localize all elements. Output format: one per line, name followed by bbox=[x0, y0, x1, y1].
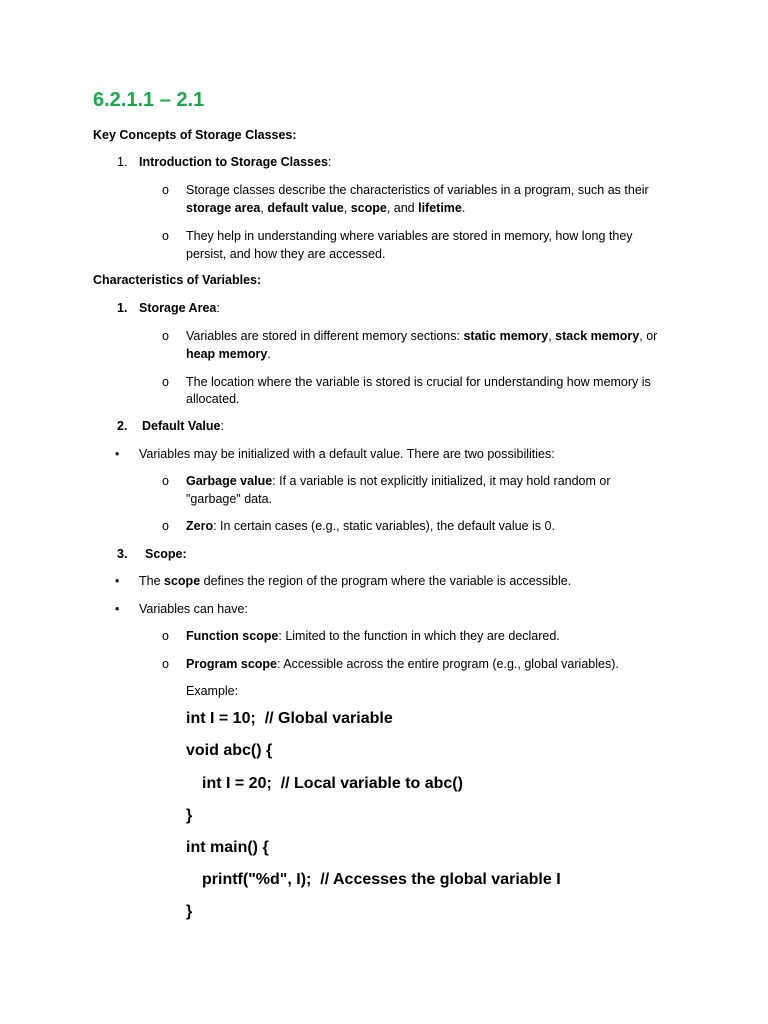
default-bullet1-marker: o bbox=[162, 474, 169, 488]
default-value-dot-marker: • bbox=[115, 447, 120, 461]
sep: . bbox=[267, 347, 271, 361]
intro-bullet1-line1: Storage classes describe the characteristics of variables in a program, such as their bbox=[186, 183, 649, 197]
default-bullet1-text: : If a variable is not explicitly initialized, it may hold random or bbox=[272, 474, 611, 488]
term-function-scope: Function scope bbox=[186, 629, 279, 643]
term-scope: scope bbox=[350, 201, 387, 215]
code-line-1: int I = 10; // Global variable bbox=[186, 710, 393, 727]
default-bullet2-text: : In certain cases (e.g., static variables), the default value is 0. bbox=[213, 519, 555, 533]
storage-bullet2-marker: o bbox=[162, 375, 169, 389]
scope-dot1-post: defines the region of the program where the variable is accessible. bbox=[200, 574, 572, 588]
term-garbage-value: Garbage value bbox=[186, 474, 273, 488]
code-line-5: int main() { bbox=[186, 839, 269, 856]
storage-bullet1-line2 bbox=[186, 345, 271, 363]
intro-number: 1. bbox=[117, 155, 128, 169]
storage-bullet1-line1 bbox=[186, 327, 657, 345]
scope-dot2-marker: • bbox=[115, 602, 120, 616]
scope-dot1-pre: The bbox=[139, 574, 165, 588]
term-stack-memory: stack memory bbox=[555, 329, 640, 343]
scope-bullet1-line bbox=[186, 627, 560, 645]
key-concepts-heading: Key Concepts of Storage Classes: bbox=[93, 128, 297, 142]
scope-dot1-marker: • bbox=[115, 574, 120, 588]
storage-area-number: 1. bbox=[117, 301, 128, 315]
default-value-dot-text: Variables may be initialized with a default value. There are two possibilities: bbox=[139, 447, 555, 461]
storage-area-title-line bbox=[139, 299, 220, 317]
default-value-colon: : bbox=[220, 419, 224, 433]
scope-bullet1-text: : Limited to the function in which they are declared. bbox=[278, 629, 560, 643]
default-value-title-line bbox=[142, 417, 224, 435]
default-bullet1-line2: "garbage" data. bbox=[186, 492, 273, 506]
intro-bullet2-line1: They help in understanding where variables are stored in memory, how long they bbox=[186, 229, 633, 243]
storage-bullet1-text: Variables are stored in different memory sections: bbox=[186, 329, 464, 343]
sep: , bbox=[343, 201, 351, 215]
intro-bullet1-line2 bbox=[186, 199, 465, 217]
intro-bullet1-marker: o bbox=[162, 183, 169, 197]
scope-bullet1-marker: o bbox=[162, 629, 169, 643]
intro-title-line bbox=[139, 153, 331, 171]
scope-title: Scope: bbox=[145, 547, 187, 561]
storage-bullet1-marker: o bbox=[162, 329, 169, 343]
example-label: Example: bbox=[186, 684, 239, 698]
code-line-6: printf("%d", I); // Accesses the global variable I bbox=[202, 871, 561, 888]
intro-bullet2-line2: persist, and how they are accessed. bbox=[186, 247, 386, 261]
default-bullet2-marker: o bbox=[162, 519, 169, 533]
term-lifetime: lifetime bbox=[418, 201, 462, 215]
sep: , or bbox=[639, 329, 658, 343]
characteristics-heading: Characteristics of Variables: bbox=[93, 273, 262, 287]
default-bullet2-line1 bbox=[186, 517, 555, 535]
default-value-title: Default Value bbox=[142, 419, 221, 433]
scope-bullet2-line bbox=[186, 655, 619, 673]
storage-bullet2-line2: allocated. bbox=[186, 392, 240, 406]
code-line-3: int I = 20; // Local variable to abc() bbox=[202, 775, 463, 792]
intro-bullet2-marker: o bbox=[162, 229, 169, 243]
term-heap-memory: heap memory bbox=[186, 347, 268, 361]
term-program-scope: Program scope bbox=[186, 657, 278, 671]
storage-area-colon: : bbox=[216, 301, 220, 315]
storage-bullet2-line1: The location where the variable is stored is crucial for understanding how memory is bbox=[186, 375, 651, 389]
intro-colon: : bbox=[327, 155, 332, 169]
scope-dot2-text: Variables can have: bbox=[139, 602, 248, 616]
sep: , bbox=[260, 201, 268, 215]
term-zero: Zero bbox=[186, 519, 214, 533]
scope-bullet2-marker: o bbox=[162, 657, 169, 671]
code-line-2: void abc() { bbox=[186, 742, 273, 759]
sep: , and bbox=[386, 201, 419, 215]
scope-dot1-text bbox=[139, 572, 571, 590]
section-heading: 6.2.1.1 – 2.1 bbox=[93, 89, 205, 111]
sep: . bbox=[461, 201, 466, 215]
intro-title: Introduction to Storage Classes bbox=[139, 155, 328, 169]
default-bullet1-line1 bbox=[186, 472, 611, 490]
term-storage-area: storage area bbox=[186, 201, 261, 215]
term-static-memory: static memory bbox=[463, 329, 549, 343]
code-line-4: } bbox=[186, 807, 193, 824]
scope-number: 3. bbox=[117, 547, 128, 561]
default-value-number: 2. bbox=[117, 419, 128, 433]
code-line-7: } bbox=[186, 903, 193, 920]
term-default-value: default value bbox=[267, 201, 344, 215]
sep: , bbox=[548, 329, 556, 343]
storage-area-title: Storage Area bbox=[139, 301, 217, 315]
term-scope-inline: scope bbox=[164, 574, 201, 588]
scope-bullet2-text: : Accessible across the entire program (e.g., global variables). bbox=[277, 657, 619, 671]
